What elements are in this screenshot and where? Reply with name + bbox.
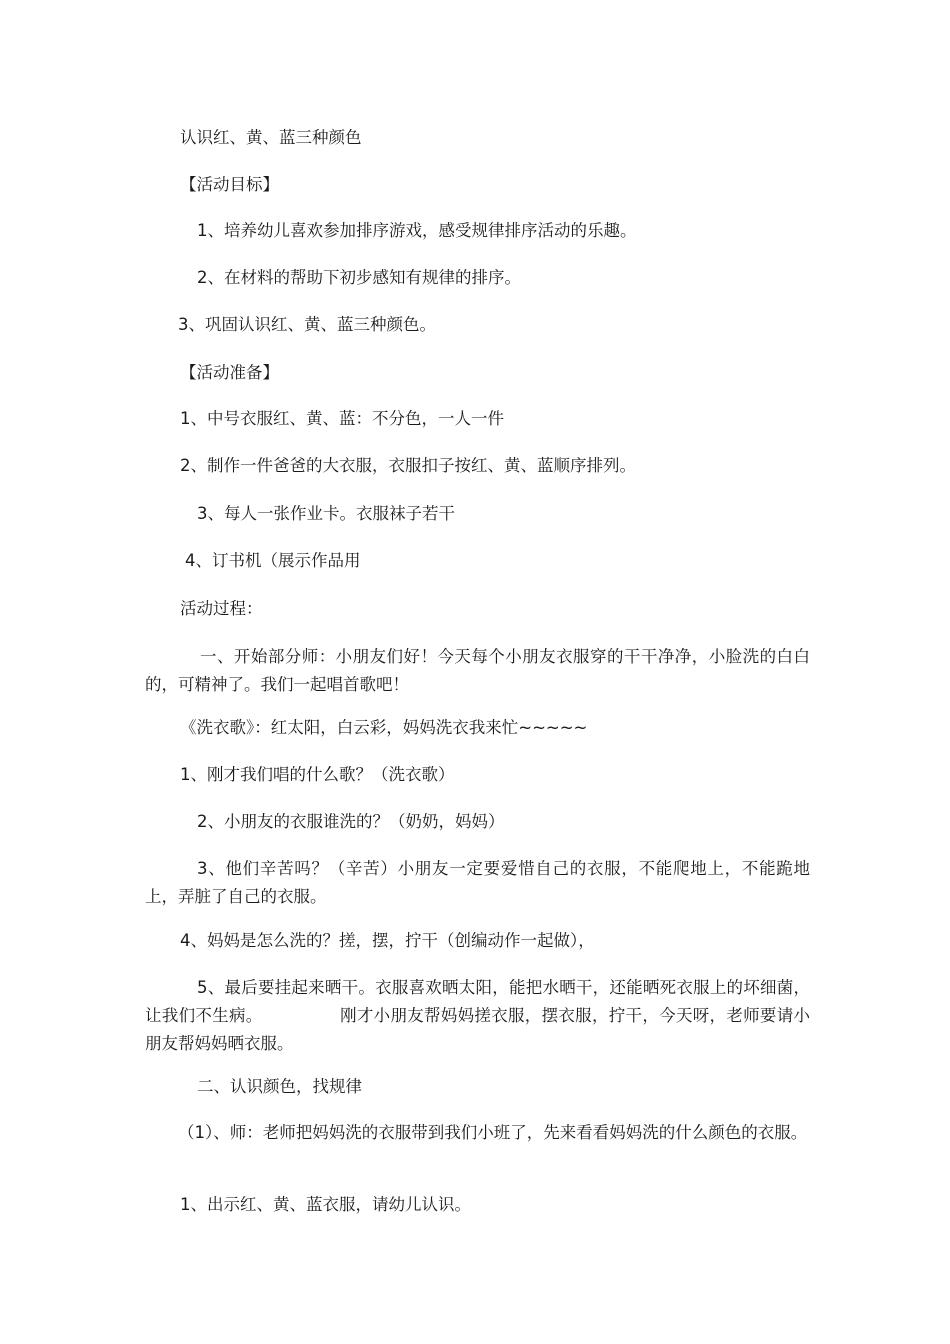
paragraph-prep-1: 1、中号衣服红、黄、蓝：不分色，一人一件 [180, 409, 504, 428]
paragraph-goal-1: 1、培养幼儿喜欢参加排序游戏，感受规律排序活动的乐趣。 [197, 221, 637, 240]
paragraph-q-1: 1、刚才我们唱的什么歌？（洗衣歌） [180, 765, 455, 784]
paragraph-process-heading: 活动过程： [180, 599, 263, 618]
paragraph-part-1: 一、开始部分师：小朋友们好！今天每个小朋友衣服穿的干干净净，小脸洗的白白的，可精神了。我们一起唱首歌吧！ [145, 647, 810, 694]
paragraph-goal-heading: 【活动目标】 [180, 175, 279, 194]
paragraph-goal-3: 3、巩固认识红、黄、蓝三种颜色。 [178, 315, 436, 334]
paragraph-part-2-1: （1）、师：老师把妈妈洗的衣服带到我们小班了，先来看看妈妈洗的什么颜色的衣服。 [178, 1123, 808, 1142]
paragraph-song: 《洗衣歌》：红太阳，白云彩，妈妈洗衣我来忙~~~~~ [180, 718, 588, 737]
paragraph-part-2: 二、认识颜色，找规律 [197, 1077, 362, 1096]
paragraph-prep-heading: 【活动准备】 [180, 363, 279, 382]
paragraph-q-2: 2、小朋友的衣服谁洗的？（奶奶，妈妈） [197, 812, 505, 831]
paragraph-prep-2: 2、制作一件爸爸的大衣服，衣服扣子按红、黄、蓝顺序排列。 [180, 456, 636, 475]
paragraph-prep-4: 4、订书机（展示作品用 [185, 551, 361, 570]
paragraph-prep-3: 3、每人一张作业卡。衣服袜子若干 [197, 504, 455, 523]
paragraph-q-5: 5、最后要挂起来晒干。衣服喜欢晒太阳，能把水晒干，还能晒死衣服上的坏细菌，让我们不生病。 刚才小朋友帮妈妈搓衣服，摆衣服，拧干，今天呀，老师要请小朋友帮妈妈晒衣服。 [145, 978, 810, 1053]
paragraph-title: 认识红、黄、蓝三种颜色 [180, 128, 362, 147]
paragraph-q-4: 4、妈妈是怎么洗的？搓，摆，拧干（创编动作一起做）， [180, 931, 595, 950]
paragraph-q-3: 3、他们辛苦吗？（辛苦）小朋友一定要爱惜自己的衣服，不能爬地上，不能跪地上，弄脏了自己的衣服。 [145, 859, 810, 906]
paragraph-goal-2: 2、在材料的帮助下初步感知有规律的排序。 [197, 268, 521, 287]
paragraph-part-2-2: 1、出示红、黄、蓝衣服，请幼儿认识。 [180, 1195, 471, 1214]
